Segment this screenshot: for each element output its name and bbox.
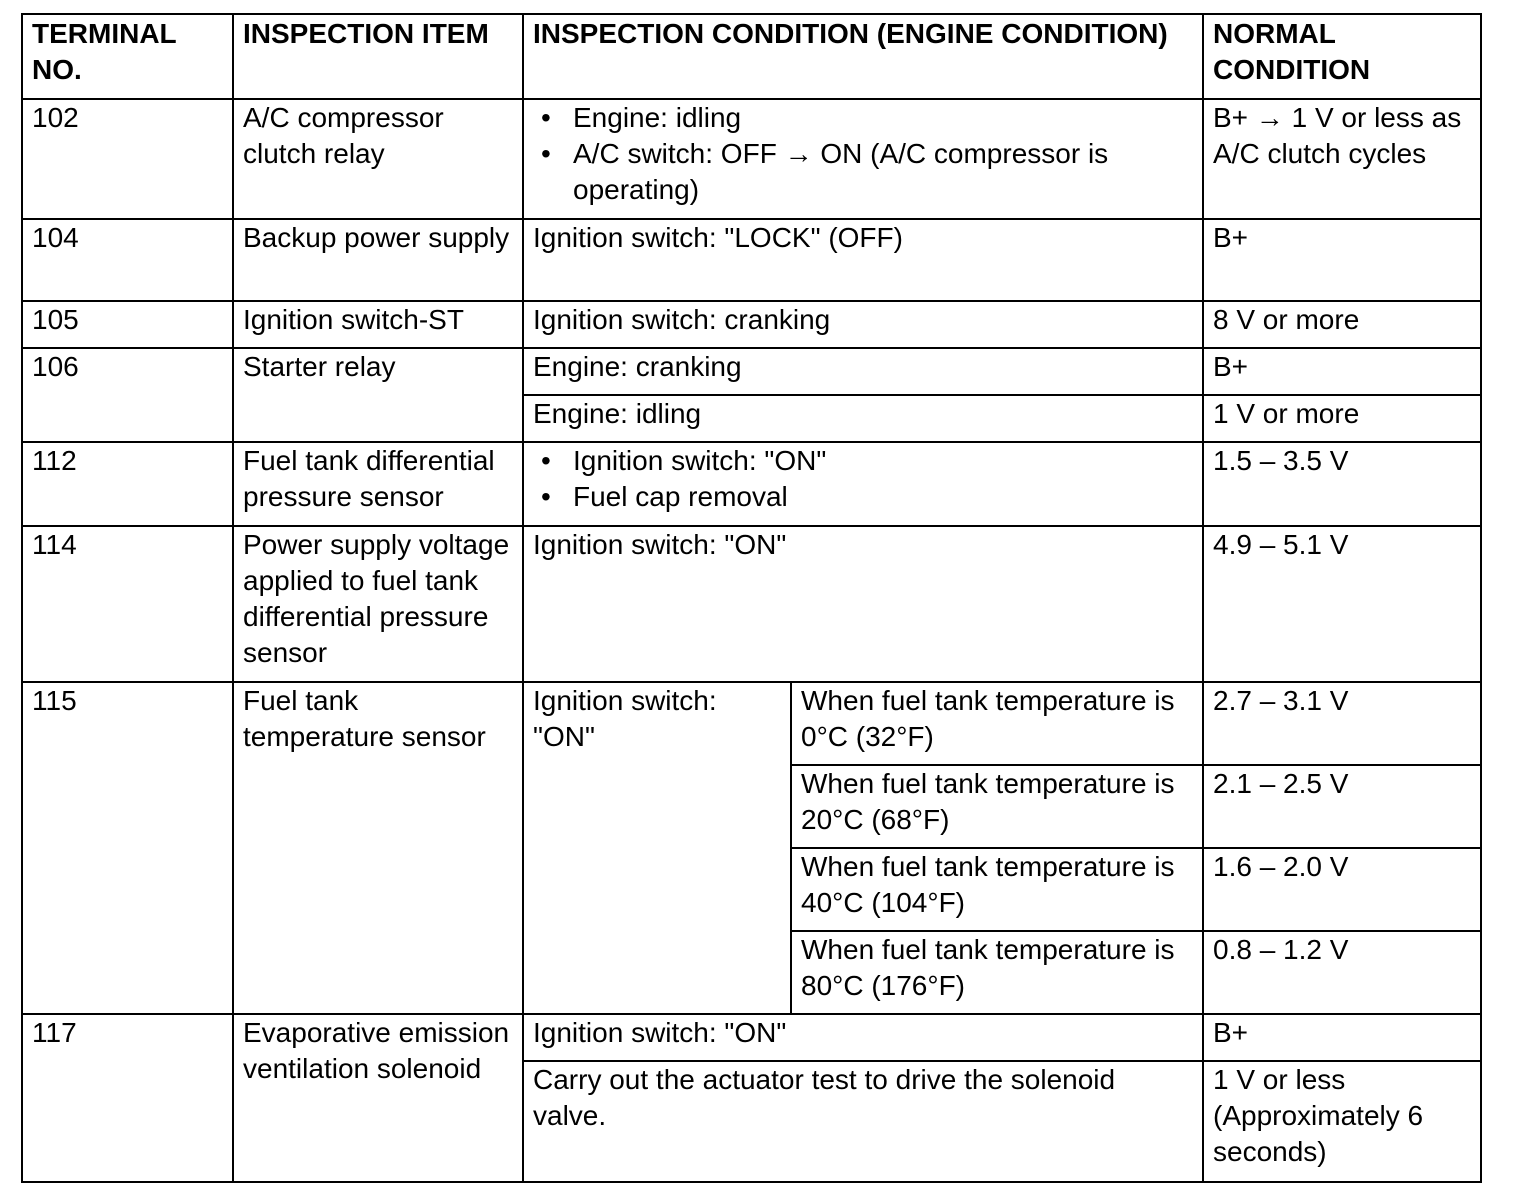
- sub-condition-cell: When fuel tank temperature is 40°C (104°F): [791, 848, 1203, 931]
- terminal-cell: 112: [22, 442, 233, 526]
- condition-cell: [523, 99, 1203, 219]
- normal-cell: 1.5 – 3.5 V: [1203, 442, 1481, 526]
- table-row: [22, 348, 1481, 395]
- condition-cell: Ignition switch: "ON": [523, 1014, 1203, 1061]
- condition-cell: Ignition switch: "ON": [523, 526, 1203, 681]
- condition-bullet: • Ignition switch: "ON": [533, 443, 1194, 479]
- condition-cell: Ignition switch: cranking: [523, 301, 1203, 348]
- normal-cell: 4.9 – 5.1 V: [1203, 526, 1481, 681]
- normal-cell: 8 V or more: [1203, 301, 1481, 348]
- table-row: [22, 301, 1481, 348]
- normal-cell: 1.6 – 2.0 V: [1203, 848, 1481, 931]
- table-row: [22, 219, 1481, 301]
- item-cell: Fuel tank temperature sensor: [233, 682, 523, 1014]
- normal-cell: 2.1 – 2.5 V: [1203, 765, 1481, 848]
- item-cell: A/C compressor clutch relay: [233, 99, 523, 219]
- item-cell: Evaporative emission ventilation solenoid: [233, 1014, 523, 1182]
- condition-bullet: • Fuel cap removal: [533, 479, 1194, 515]
- condition-cell: Ignition switch: "ON": [523, 682, 791, 1014]
- header-row: [22, 14, 1481, 99]
- table-row: [22, 682, 1481, 765]
- normal-cell: 0.8 – 1.2 V: [1203, 931, 1481, 1014]
- terminal-cell: 102: [22, 99, 233, 219]
- terminal-cell: 115: [22, 682, 233, 1014]
- condition-cell: [523, 442, 1203, 526]
- table-row: [22, 526, 1481, 681]
- table-row: [22, 99, 1481, 219]
- item-cell: Ignition switch-ST: [233, 301, 523, 348]
- normal-cell: 1 V or less (Approximately 6 seconds): [1203, 1061, 1481, 1182]
- table-row: [22, 1014, 1481, 1061]
- normal-cell: 1 V or more: [1203, 395, 1481, 442]
- condition-cell: Engine: idling: [523, 395, 1203, 442]
- header-inspection-condition: INSPECTION CONDITION (ENGINE CONDITION): [523, 14, 1203, 99]
- table-row: [22, 442, 1481, 526]
- condition-cell: Engine: cranking: [523, 348, 1203, 395]
- item-cell: Fuel tank differential pressure sensor: [233, 442, 523, 526]
- terminal-cell: 114: [22, 526, 233, 681]
- condition-list: [533, 100, 1194, 208]
- condition-bullet: • A/C switch: OFF → ON (A/C compressor is operating): [533, 136, 1194, 208]
- item-cell: Backup power supply: [233, 219, 523, 301]
- normal-cell: B+: [1203, 219, 1481, 301]
- item-cell: Power supply voltage applied to fuel tank differential pressure sensor: [233, 526, 523, 681]
- normal-cell: B+: [1203, 348, 1481, 395]
- normal-cell: B+ → 1 V or less as A/C clutch cycles: [1203, 99, 1481, 219]
- item-cell: Starter relay: [233, 348, 523, 442]
- condition-list: [533, 443, 1194, 515]
- header-inspection-item: INSPECTION ITEM: [233, 14, 523, 99]
- terminal-cell: 105: [22, 301, 233, 348]
- header-terminal: TERMINAL NO.: [22, 14, 233, 99]
- terminal-cell: 106: [22, 348, 233, 442]
- sub-condition-cell: When fuel tank temperature is 80°C (176°F): [791, 931, 1203, 1014]
- header-normal-condition: NORMAL CONDITION: [1203, 14, 1481, 99]
- terminal-cell: 104: [22, 219, 233, 301]
- normal-cell: 2.7 – 3.1 V: [1203, 682, 1481, 765]
- sub-condition-cell: When fuel tank temperature is 20°C (68°F): [791, 765, 1203, 848]
- sub-condition-cell: When fuel tank temperature is 0°C (32°F): [791, 682, 1203, 765]
- normal-cell: B+: [1203, 1014, 1481, 1061]
- condition-cell: Ignition switch: "LOCK" (OFF): [523, 219, 1203, 301]
- terminal-cell: 117: [22, 1014, 233, 1182]
- terminal-inspection-table: [21, 13, 1482, 1183]
- condition-bullet: • Engine: idling: [533, 100, 1194, 136]
- condition-cell: Carry out the actuator test to drive the solenoid valve.: [523, 1061, 1203, 1182]
